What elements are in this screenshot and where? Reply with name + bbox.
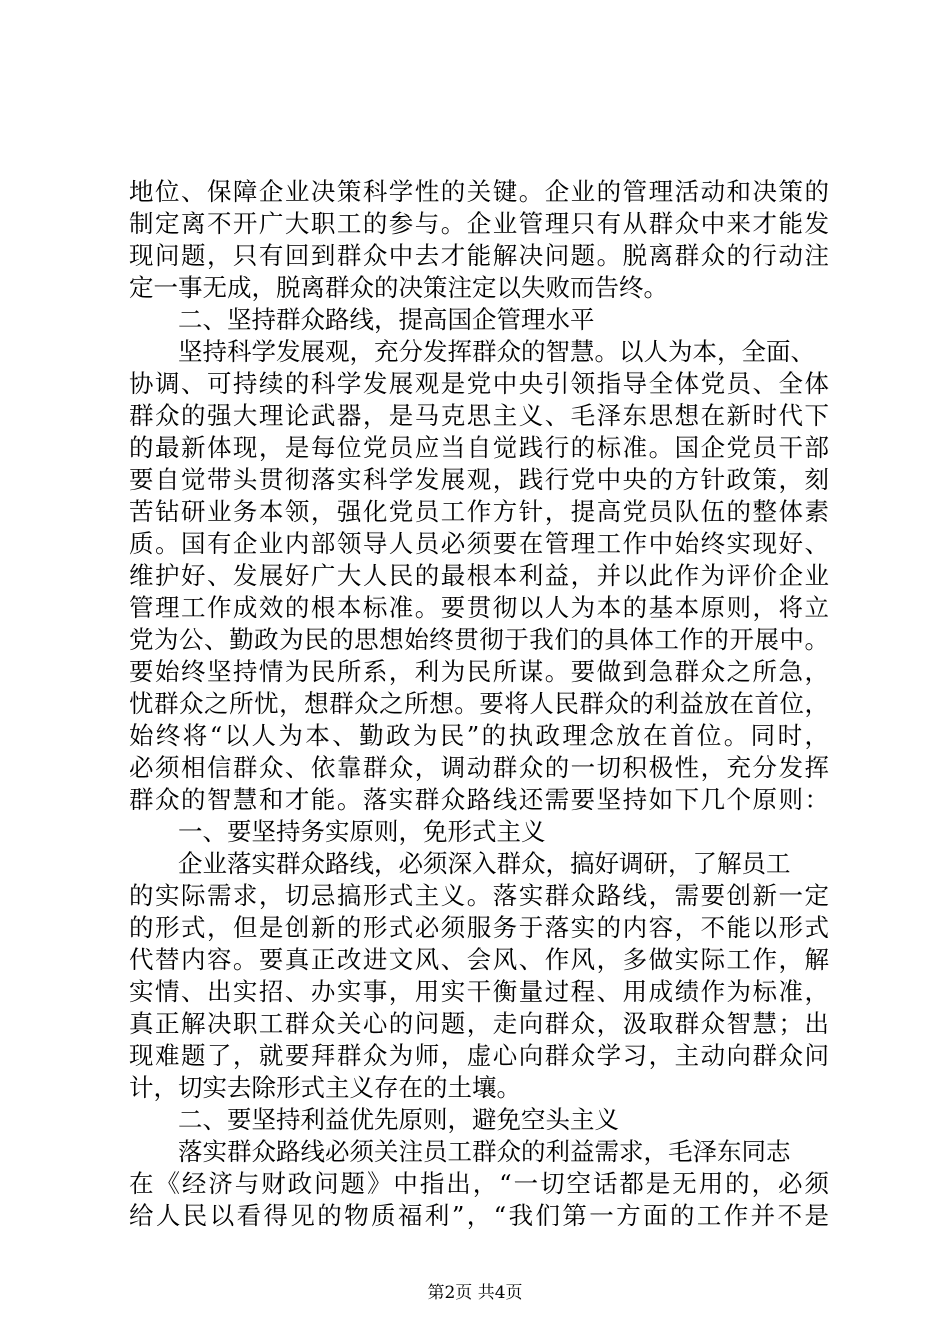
page-footer: 第2页 共4页	[427, 1283, 523, 1303]
paragraph-line: 群众的智慧和才能。落实群众路线还需要坚持如下几个原则：	[129, 785, 829, 814]
paragraph-line: 现问题，只有回到群众中去才能解决问题。脱离群众的行动注	[129, 241, 829, 270]
paragraph-line: 真正解决职工群众关心的问题，走向群众，汲取群众智慧；出	[129, 1009, 829, 1038]
paragraph-line: 企业落实群众路线，必须深入群众，搞好调研，了解员工	[178, 849, 791, 878]
paragraph-line: 维护好、发展好广大人民的最根本利益，并以此作为评价企业	[129, 561, 829, 590]
section-heading-line: 二、要坚持利益优先原则，避免空头主义	[178, 1105, 619, 1134]
paragraph-line: 落实群众路线必须关注员工群众的利益需求，毛泽东同志	[178, 1137, 791, 1166]
paragraph-line: 管理工作成效的根本标准。要贯彻以人为本的基本原则，将立	[129, 593, 829, 622]
paragraph-line: 在《经济与财政问题》中指出，“一切空话都是无用的，必须	[129, 1169, 829, 1198]
paragraph-line: 要自觉带头贯彻落实科学发展观，践行党中央的方针政策，刻	[129, 465, 829, 494]
paragraph-line: 制定离不开广大职工的参与。企业管理只有从群众中来才能发	[129, 209, 829, 238]
document-body	[129, 176, 829, 1232]
paragraph-line: 质。国有企业内部领导人员必须要在管理工作中始终实现好、	[129, 529, 829, 558]
section-heading-line: 一、要坚持务实原则，免形式主义	[178, 817, 546, 846]
paragraph-line: 党为公、勤政为民的思想始终贯彻于我们的具体工作的开展中。	[129, 625, 829, 654]
paragraph-line: 协调、可持续的科学发展观是党中央引领指导全体党员、全体	[129, 369, 829, 398]
paragraph-line: 的形式，但是创新的形式必须服务于落实的内容，不能以形式	[129, 913, 829, 942]
paragraph-line: 给人民以看得见的物质福利”，“我们第一方面的工作并不是	[129, 1201, 829, 1230]
paragraph-line: 的最新体现，是每位党员应当自觉践行的标准。国企党员干部	[129, 433, 829, 462]
paragraph-line: 苦钻研业务本领，强化党员工作方针，提高党员队伍的整体素	[129, 497, 829, 526]
paragraph-line: 坚持科学发展观，充分发挥群众的智慧。以人为本，全面、	[178, 337, 815, 366]
paragraph-line: 的实际需求，切忌搞形式主义。落实群众路线，需要创新一定	[129, 881, 829, 910]
paragraph-line: 定一事无成，脱离群众的决策注定以失败而告终。	[129, 273, 668, 302]
paragraph-line: 始终将“以人为本、勤政为民”的执政理念放在首位。同时，	[129, 721, 829, 750]
paragraph-line: 要始终坚持情为民所系，利为民所谋。要做到急群众之所急，	[129, 657, 829, 686]
paragraph-line: 实情、出实招、办实事，用实干衡量过程、用成绩作为标准，	[129, 977, 829, 1006]
paragraph-line: 现难题了，就要拜群众为师，虚心向群众学习，主动向群众问	[129, 1041, 829, 1070]
paragraph-line: 必须相信群众、依靠群众，调动群众的一切积极性，充分发挥	[129, 753, 829, 782]
paragraph-line: 群众的强大理论武器，是马克思主义、毛泽东思想在新时代下	[129, 401, 829, 430]
paragraph-line: 代替内容。要真正改进文风、会风、作风，多做实际工作，解	[129, 945, 829, 974]
paragraph-line: 计，切实去除形式主义存在的土壤。	[129, 1073, 521, 1102]
paragraph-line: 忧群众之所忧，想群众之所想。要将人民群众的利益放在首位，	[129, 689, 829, 718]
paragraph-line: 地位、保障企业决策科学性的关键。企业的管理活动和决策的	[129, 177, 829, 206]
section-heading-line: 二、坚持群众路线，提高国企管理水平	[178, 305, 595, 334]
